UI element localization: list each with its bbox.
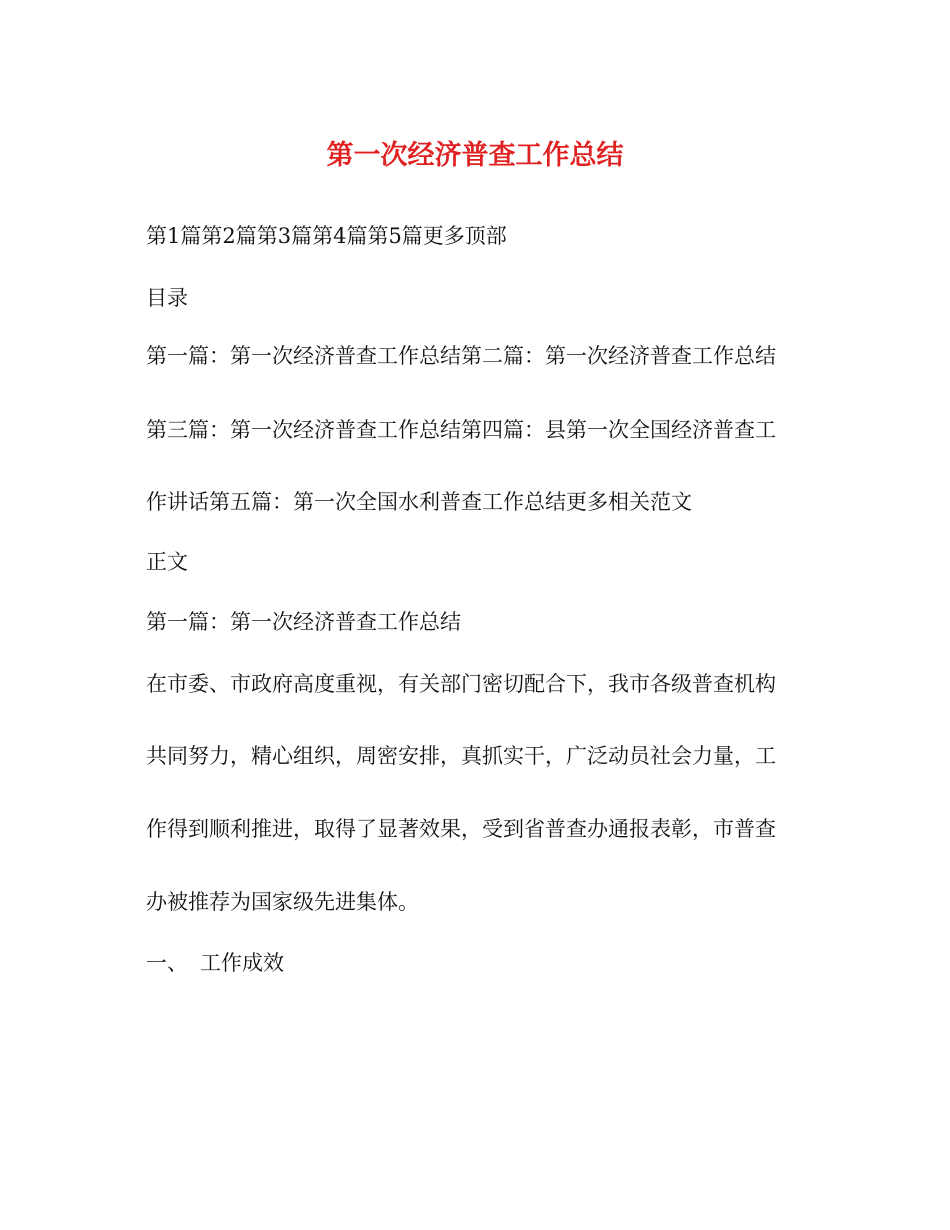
toc-line[interactable]: 第一篇：第一次经济普查工作总结第二篇：第一次经济普查工作总结 — [146, 344, 776, 368]
paragraph-line: 在市委、市政府高度重视，有关部门密切配合下，我市各级普查机构 — [146, 672, 776, 696]
section-heading — [146, 949, 284, 977]
paragraph-line: 办被推荐为国家级先进集体。 — [146, 890, 419, 914]
toc-line[interactable]: 第三篇：第一次经济普查工作总结第四篇：县第一次全国经济普查工 — [146, 418, 776, 442]
section-title: 第一篇：第一次经济普查工作总结 — [146, 610, 461, 634]
toc-label: 目录 — [146, 286, 188, 310]
paragraph-line: 作得到顺利推进，取得了显著效果，受到省普查办通报表彰，市普查 — [146, 817, 776, 841]
heading-text: 工作成效 — [200, 951, 284, 975]
article-nav-links[interactable]: 第1篇第2篇第3篇第4篇第5篇更多顶部 — [146, 224, 507, 248]
document-title: 第一次经济普查工作总结 — [326, 140, 624, 171]
body-label: 正文 — [146, 550, 188, 574]
paragraph-line: 共同努力，精心组织，周密安排，真抓实干，广泛动员社会力量，工 — [146, 744, 776, 768]
heading-number: 一、 — [146, 951, 188, 975]
toc-line[interactable]: 作讲话第五篇：第一次全国水利普查工作总结更多相关范文 — [146, 490, 692, 514]
